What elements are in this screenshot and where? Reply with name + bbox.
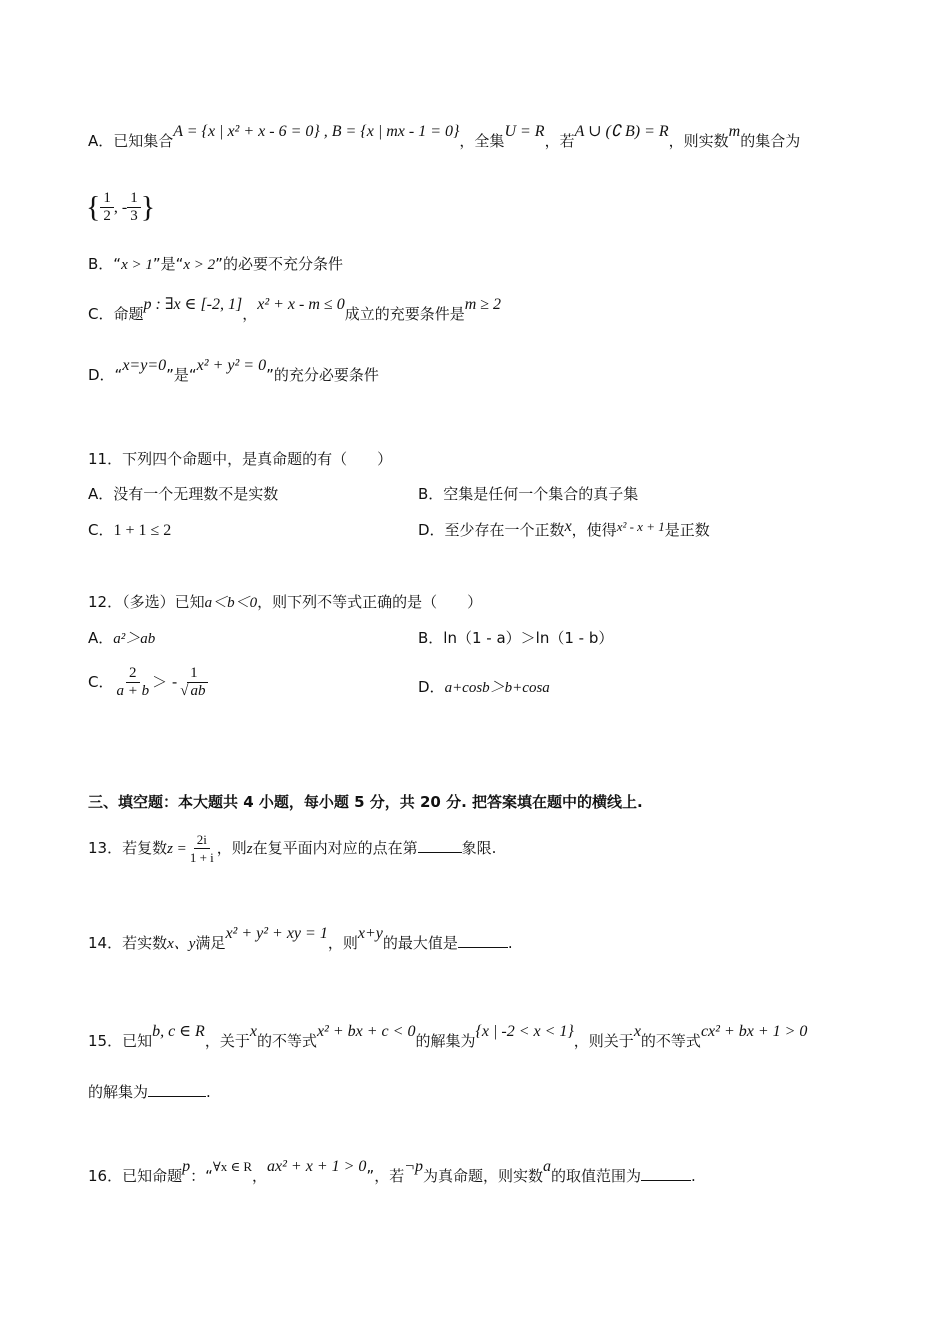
q15-end: . (206, 1083, 211, 1101)
q12-a-expr: a²＞ab (113, 631, 156, 647)
q14-mid1: 满足 (195, 934, 226, 952)
q10-c-expr2: x² + x - m ≤ 0 (257, 296, 345, 313)
q10-a-answer-set (86, 188, 155, 227)
q10-a-then: ，则实数 (668, 132, 729, 150)
q13-pre: 13．若复数 (88, 839, 168, 857)
q16 (88, 1158, 696, 1187)
q10-d-label: D．“ (88, 366, 123, 384)
q14-post: 的最大值是 (382, 934, 458, 952)
q16-mid1: ”，若 (366, 1167, 405, 1185)
q16-ineq: ax² + x + 1 > 0 (267, 1158, 367, 1175)
q16-colon: ：“ (190, 1167, 213, 1185)
fraction-one-third: $\frac{1}{3}$ (127, 190, 141, 225)
q10-a-universe: U = R (504, 123, 545, 140)
q11-c-expr: 1 + 1 ≤ 2 (113, 522, 172, 539)
q12-stem (88, 592, 482, 613)
q10-option-d (88, 357, 379, 386)
q11-d-text1: D．至少存在一个正数 (418, 521, 565, 539)
q11-option-b: B．空集是任何一个集合的真子集 (418, 485, 639, 503)
q12-option-b (418, 628, 613, 648)
q11-d-text3: 是正数 (664, 521, 710, 539)
q12-b-label: B． (418, 629, 444, 647)
q16-comma: ， (252, 1167, 268, 1185)
q10-option-c (88, 296, 502, 325)
q11-d-var: x (564, 518, 572, 535)
q14-end: . (507, 934, 513, 952)
q15-mid5: 的不等式 (640, 1032, 701, 1050)
q10-c-expr1: p : ∃x ∈ [-2, 1] (143, 296, 243, 313)
q10-c-comma: ， (242, 305, 258, 323)
q13-zeq: z = (167, 841, 187, 857)
q16-a: a (543, 1158, 552, 1175)
q11-option-a: A．没有一个无理数不是实数 (88, 485, 279, 503)
q10-b-end: ”的必要不充分条件 (215, 255, 343, 273)
q10-b-mid: ”是“ (152, 255, 184, 273)
q16-post: 的取值范围为 (551, 1167, 642, 1185)
q10-c-expr3: m ≥ 2 (464, 296, 502, 313)
q10-a-sets: A = {x | x² + x - 6 = 0} , B = {x | mx - 1 = 0} (173, 123, 460, 140)
q10-d-expr2: x² + y² = 0 (196, 357, 267, 374)
q11-stem: 11．下列四个命题中，是真命题的有（ ） (88, 450, 393, 468)
q10-b-expr1: x > 1 (121, 257, 153, 273)
q16-end: . (691, 1167, 696, 1185)
q10-b-expr2: x > 2 (183, 257, 216, 273)
left-brace: { (86, 190, 101, 224)
q13 (88, 826, 496, 871)
q15-x2: x (633, 1023, 641, 1040)
q12-c-op: ＞ - (152, 673, 178, 691)
q12-option-a (88, 628, 155, 649)
q16-notp: ¬p (404, 1158, 423, 1175)
q15-line1 (88, 1023, 808, 1052)
q12-c-fraction1: $\frac{2}{a + b}$ (116, 665, 150, 699)
q12-a-label: A． (88, 629, 114, 647)
q15-x1: x (249, 1023, 257, 1040)
q12-stem-expr: a＜b＜0 (204, 595, 258, 611)
q12-b-expr: ln（1 - a）＞ln（1 - b） (443, 629, 614, 647)
q14-pre: 14．若实数 (88, 934, 168, 952)
q16-mid2: 为真命题，则实数 (423, 1167, 544, 1185)
q15-mid3: 的解集为 (415, 1032, 476, 1050)
q12-c-fraction2: $\frac{1}{√ ab}$ (180, 665, 206, 699)
q12-option-d (418, 677, 550, 698)
q14-answer-blank[interactable] (458, 933, 508, 948)
q14 (88, 925, 513, 954)
q15-mid1: ，关于 (204, 1032, 250, 1050)
q15-line2-text: 的解集为 (88, 1083, 149, 1101)
q16-answer-blank[interactable] (641, 1166, 691, 1181)
q12-d-label: D． (418, 678, 445, 696)
q12-c-label: C． (88, 673, 114, 691)
q13-post2: 象限. (461, 839, 497, 857)
q11-d-text2: ，使得 (571, 521, 617, 539)
right-brace: } (140, 190, 156, 224)
q12-stem-pre: 12．（多选）已知 (88, 593, 205, 611)
q10-option-a (88, 123, 801, 152)
q10-c-mid: 成立的充要条件是 (344, 305, 465, 323)
q14-mid2: ，则 (327, 934, 358, 952)
q12-stem-post: ，则下列不等式正确的是（ ） (257, 593, 483, 611)
q10-a-condition: A ∪ (∁ B) = R (574, 123, 669, 140)
q13-post1: 在复平面内对应的点在第 (252, 839, 418, 857)
q13-mid: ，则 (216, 839, 247, 857)
q14-cond: x² + y² + xy = 1 (225, 925, 328, 942)
q15-line2 (88, 1082, 211, 1102)
q16-pre: 16．已知命题 (88, 1167, 183, 1185)
q15-pre: 15．已知 (88, 1032, 153, 1050)
q15-ineq2: cx² + bx + 1 > 0 (700, 1023, 808, 1040)
q11-c-label: C． (88, 521, 114, 539)
q14-vars: x、y (167, 936, 196, 952)
q13-z: z (246, 841, 253, 857)
q10-a-end: 的集合为 (740, 132, 801, 150)
q10-d-end: ”的充分必要条件 (266, 366, 379, 384)
q10-a-answer-sep: , - (113, 199, 128, 216)
q11-option-d (418, 520, 710, 541)
q15-mid4: ，则关于 (573, 1032, 634, 1050)
fraction-one-half: $\frac{1}{2}$ (100, 190, 114, 225)
q10-a-mid: ，全集 (459, 132, 505, 150)
q15-answer-blank[interactable] (148, 1082, 206, 1097)
q10-d-expr1: x=y=0 (122, 357, 167, 374)
q15-ineq1: x² + bx + c < 0 (316, 1023, 416, 1040)
q10-a-label: A．已知集合 (88, 132, 174, 150)
q16-forall: ∀x ∈ R (212, 1159, 253, 1174)
q14-expr: x+y (357, 925, 383, 942)
q15-mid2: 的不等式 (256, 1032, 317, 1050)
q10-a-var: m (728, 123, 741, 140)
q13-answer-blank[interactable] (418, 838, 462, 853)
q15-set: {x | -2 < x < 1} (475, 1023, 574, 1040)
q15-expr1: b, c ∈ R (152, 1023, 205, 1040)
q12-option-c (88, 660, 211, 704)
q16-p: p (182, 1158, 191, 1175)
q10-a-if: ，若 (544, 132, 575, 150)
q10-c-label: C．命题 (88, 305, 144, 323)
q12-d-expr: a+cosb＞b+cosa (444, 680, 550, 696)
q11-option-c (88, 520, 171, 541)
q10-d-mid: ”是“ (166, 366, 197, 384)
q13-fraction: $\frac{2i}{1 + i}$ (189, 832, 214, 865)
q11-d-expr: x² - x + 1 (616, 519, 665, 534)
q10-b-label: B．“ (88, 255, 122, 273)
q10-option-b (88, 254, 343, 275)
section-heading: 三、填空题：本大题共 4 小题，每小题 5 分，共 20 分. 把答案填在题中的横线上. (88, 793, 643, 811)
